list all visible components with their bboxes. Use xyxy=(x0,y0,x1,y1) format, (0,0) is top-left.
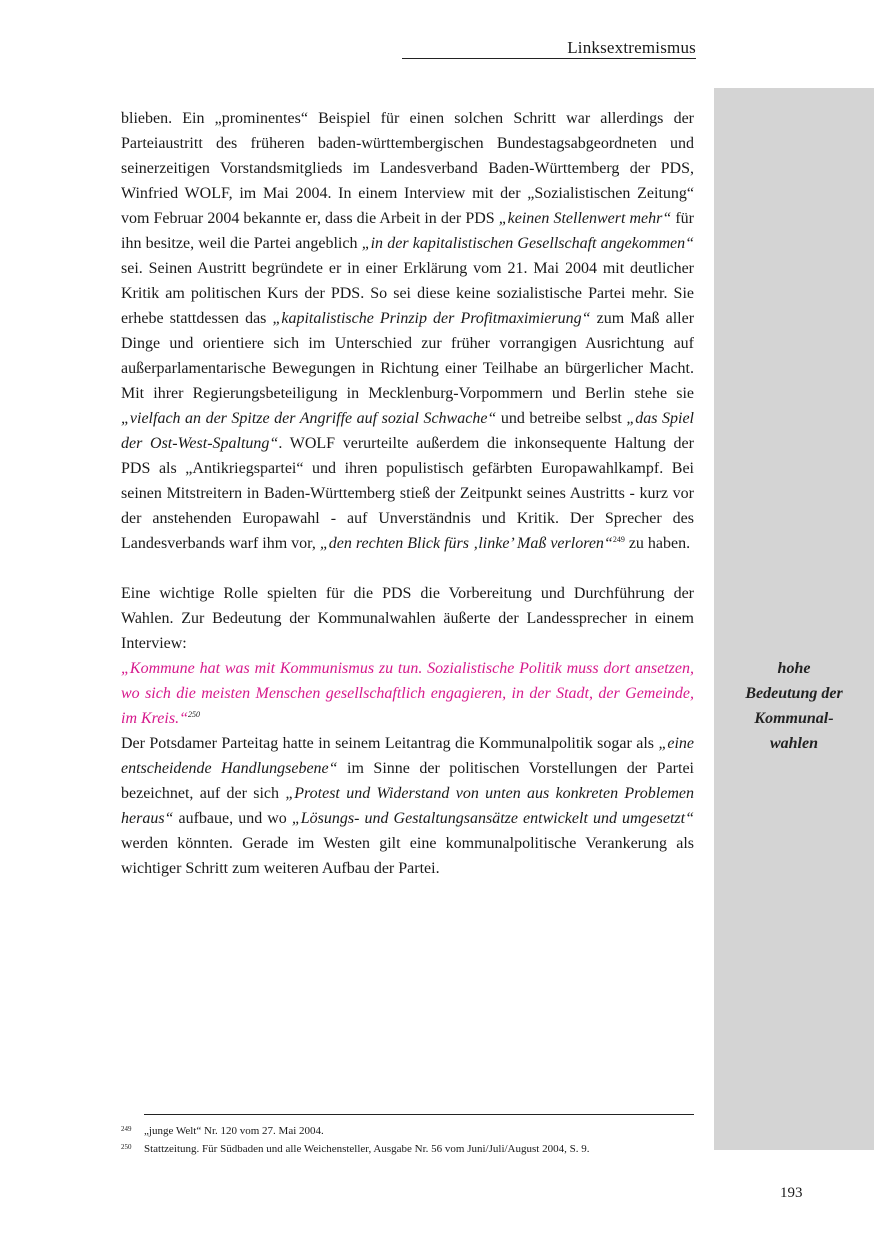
margin-note-line: Bedeutung der xyxy=(745,685,843,702)
running-header: Linksextremismus xyxy=(567,38,696,57)
header-rule xyxy=(402,58,696,59)
text: Der Potsdamer Parteitag hatte in seinem Leitantrag die Kommunalpolitik sogar als xyxy=(121,735,659,752)
text: aufbaue, und wo xyxy=(173,810,292,827)
text: und betreibe selbst xyxy=(496,410,627,427)
margin-note xyxy=(714,656,874,756)
paragraph-1 xyxy=(121,106,694,556)
text: zu haben. xyxy=(624,535,691,552)
margin-note-line: Kommunal- xyxy=(754,710,834,727)
text: sei. Seinen Austritt begründete er in einer Erklärung vom 21. Mai 2004 mit deutlicher Kritik am politischen Kurs der PDS. So sei diese keine sozialistische Partei mehr. Sie erhebe stattdessen das xyxy=(121,260,694,327)
text: werden könnten. Gerade im Westen gilt eine kommunalpolitische Verankerung als wichtiger Schritt zum weiteren Aufbau der Partei. xyxy=(121,835,694,877)
quote-inline: „kapitalistische Prinzip der Profitmaximierung“ xyxy=(272,310,591,327)
quote-inline: „Protest und Widerstand von unten aus konkreten Problemen heraus“ xyxy=(121,785,695,827)
footnote-text: Stattzeitung. Für Südbaden und alle Weichensteller, Ausgabe Nr. 56 vom Juni/Juli/August 2004, S. 9. xyxy=(144,1143,590,1155)
text: für ihn besitze, weil die Partei angeblich xyxy=(121,210,695,252)
footnote-rule xyxy=(144,1114,694,1115)
text: blieben. Ein „prominentes“ Beispiel für einen solchen Schritt war allerdings der Parteiaustritt des früheren baden-württembergischen Bundestagsabgeordneten und seinerzeitigen Vorstandsmitglieds im Landesverband Baden-Württemberg der PDS, Winfried WOLF, im Mai 2004. In einem Interview mit der „Sozialistischen Zeitung“ vom Februar 2004 bekannte er, dass die Arbeit in der PDS xyxy=(121,110,694,227)
quote-inline: „eine entscheidende Handlungsebene“ xyxy=(121,735,694,777)
text: . WOLF verurteilte außerdem die inkonsequente Haltung der PDS als „Antikriegspartei“ und ihren populistisch gefärbten Europawahlkampf. Bei seinen Mitstreitern in Baden-Württemberg stieß der Zeitpunkt seines Austritts - kurz vor der anstehenden Europawahl - auf Unverständnis und Kritik. Der Sprecher des Landesverbands warf ihm vor, xyxy=(121,435,694,552)
block-quote xyxy=(121,656,694,731)
quote-inline: „vielfach an der Spitze der Angriffe auf sozial Schwache“ xyxy=(121,410,497,427)
paragraph-2: Eine wichtige Rolle spielten für die PDS die Vorbereitung und Durchführung der Wahlen. Zur Bedeutung der Kommunalwahlen äußerte der Landessprecher in einem Interview: xyxy=(121,585,694,652)
footnote-250 xyxy=(121,1140,694,1158)
footnote-ref: 250 xyxy=(187,710,200,719)
footnote-ref: 249 xyxy=(612,535,625,544)
quote-inline: „Lösungs- und Gestaltungsansätze entwickelt und umgesetzt“ xyxy=(291,810,695,827)
main-text xyxy=(121,106,694,881)
footnote-text: „junge Welt“ Nr. 120 vom 27. Mai 2004. xyxy=(144,1125,324,1137)
quote-inline: „keinen Stellenwert mehr“ xyxy=(498,210,672,227)
margin-band xyxy=(714,88,874,1150)
text: zum Maß aller Dinge und orientiere sich im Unterschied zur früher vorrangigen Ausrichtung auf außerparlamentarische Bewegungen in Richtung einer Teilhabe an bürgerlicher Macht. Mit ihrer Regierungsbeteiligung in Mecklenburg-Vorpommern und Berlin stehe sie xyxy=(121,310,695,402)
footnote-number: 249 xyxy=(121,1125,132,1133)
quote-inline: „den rechten Blick fürs ‚linke’ Maß verloren“ xyxy=(319,535,613,552)
quote-inline: „in der kapitalistischen Gesellschaft angekommen“ xyxy=(361,235,694,252)
footnotes xyxy=(121,1114,694,1158)
footnote-number: 250 xyxy=(121,1143,132,1151)
footnote-249 xyxy=(121,1122,694,1140)
page-number: 193 xyxy=(780,1185,803,1201)
margin-note-line: wahlen xyxy=(769,735,818,752)
text: im Sinne der politischen Vorstellungen der Partei bezeichnet, auf der sich xyxy=(121,760,694,802)
margin-note-line: hohe xyxy=(777,660,811,677)
paragraph-3 xyxy=(121,731,694,881)
quote-text: „Kommune hat was mit Kommunismus zu tun. Sozialistische Politik muss dort ansetzen, wo sich die meisten Menschen gesellschaftlich engagieren, in der Stadt, der Gemeinde, im Kreis.“ xyxy=(121,660,694,727)
quote-inline: „das Spiel der Ost-West-Spaltung“ xyxy=(121,410,695,452)
